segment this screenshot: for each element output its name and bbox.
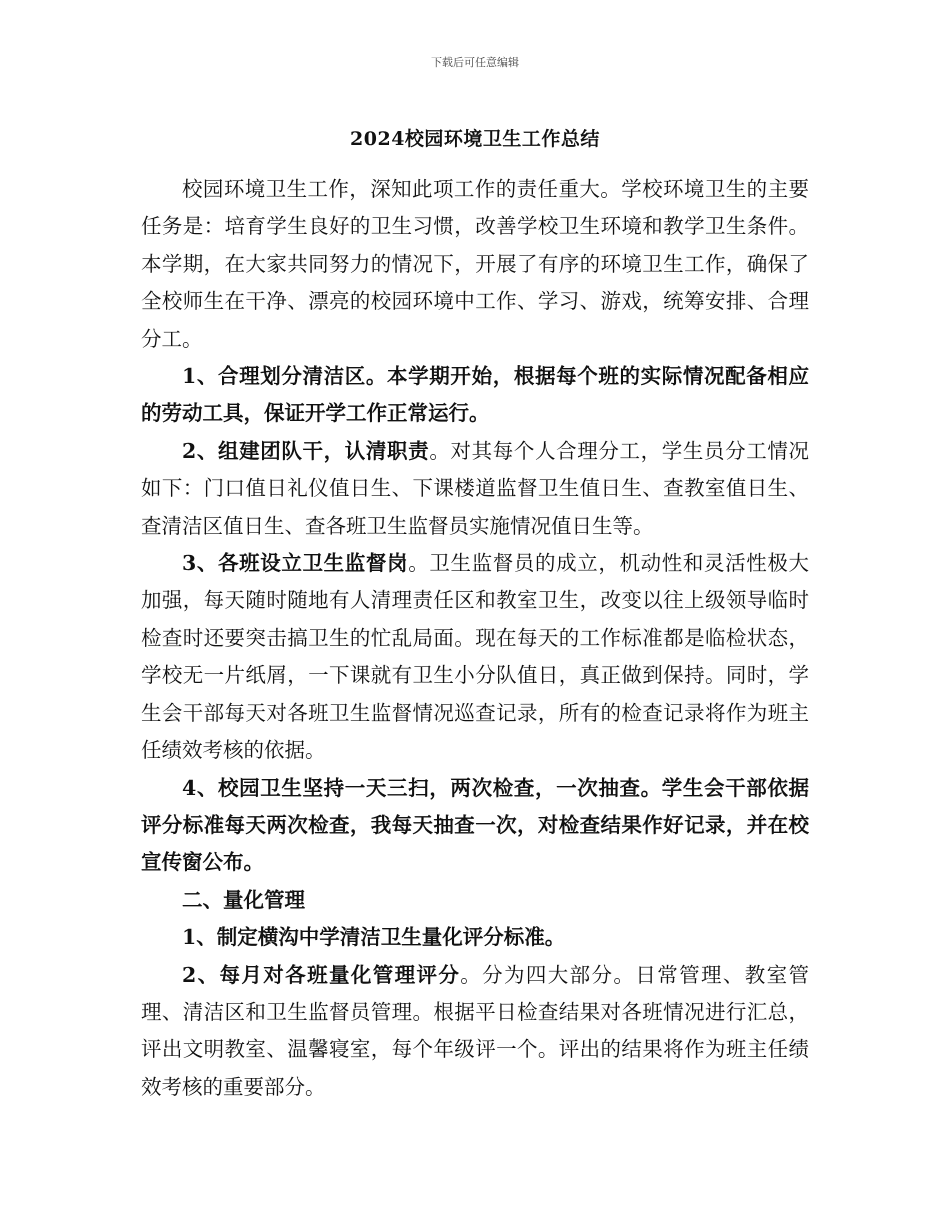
section-2-item-1-heading: 1、制定横沟中学清洁卫生量化评分标准。: [182, 925, 566, 950]
item-2-paragraph: [141, 433, 809, 545]
item-1-paragraph: [141, 358, 809, 433]
section-2-heading: 二、量化管理: [182, 887, 305, 912]
item-2-text: 。对其每个人合理分工，学生员分工情况如下：门口值日礼仪值日生、下课楼道监督卫生值日生、查教室值日生、查清洁区值日生、查各班卫生监督员实施情况值日生等。: [141, 438, 810, 538]
page-header-note: 下载后可任意编辑: [431, 56, 519, 69]
item-3-heading: 3、各班设立卫生监督岗: [182, 551, 409, 576]
document-body: [141, 171, 809, 1106]
document-title: 2024校园环境卫生工作总结: [350, 128, 600, 150]
item-4-heading: 4、校园卫生坚持一天三扫，两次检查，一次抽查。学生会干部依据评分标准每天两次检查，我每天抽查一次，对检查结果作好记录，并在校宣传窗公布。: [141, 775, 809, 875]
section-2-item-2-heading: 2、每月对各班量化管理评分: [182, 962, 461, 987]
intro-paragraph: 校园环境卫生工作，深知此项工作的责任重大。学校环境卫生的主要任务是：培育学生良好的卫生习惯，改善学校卫生环境和教学卫生条件。本学期，在大家共同努力的情况下，开展了有序的环境卫生工作，确保了全校师生在干净、漂亮的校园环境中工作、学习、游戏，统筹安排、合理分工。: [141, 177, 809, 351]
section-2-item-1-paragraph: [141, 919, 809, 956]
item-3-text: 。卫生监督员的成立，机动性和灵活性极大加强，每天随时随地有人清理责任区和教室卫生，改变以往上级领导临时检查时还要突击搞卫生的忙乱局面。现在每天的工作标准都是临检状态，学校无一片纸屑，一下课就有卫生小分队值日，真正做到保持。同时，学生会干部每天对各班卫生监督情况巡查记录，所有的检查记录将作为班主任绩效考核的依据。: [141, 551, 810, 763]
item-4-paragraph: [141, 770, 809, 882]
item-1-heading: 1、合理划分清洁区。本学期开始，根据每个班的实际情况配备相应的劳动工具，保证开学工作正常运行。: [141, 364, 809, 426]
item-2-heading: 2、组建团队干，认清职责: [182, 438, 430, 463]
section-2-item-2-text: 。分为四大部分。日常管理、教室管理、清洁区和卫生监督员管理。根据平日检查结果对各班情况进行汇总，评出文明教室、温馨寝室，每个年级评一个。评出的结果将作为班主任绩效考核的重要部分。: [141, 962, 809, 1099]
section-2-item-2-paragraph: [141, 957, 809, 1107]
item-3-paragraph: [141, 545, 809, 769]
